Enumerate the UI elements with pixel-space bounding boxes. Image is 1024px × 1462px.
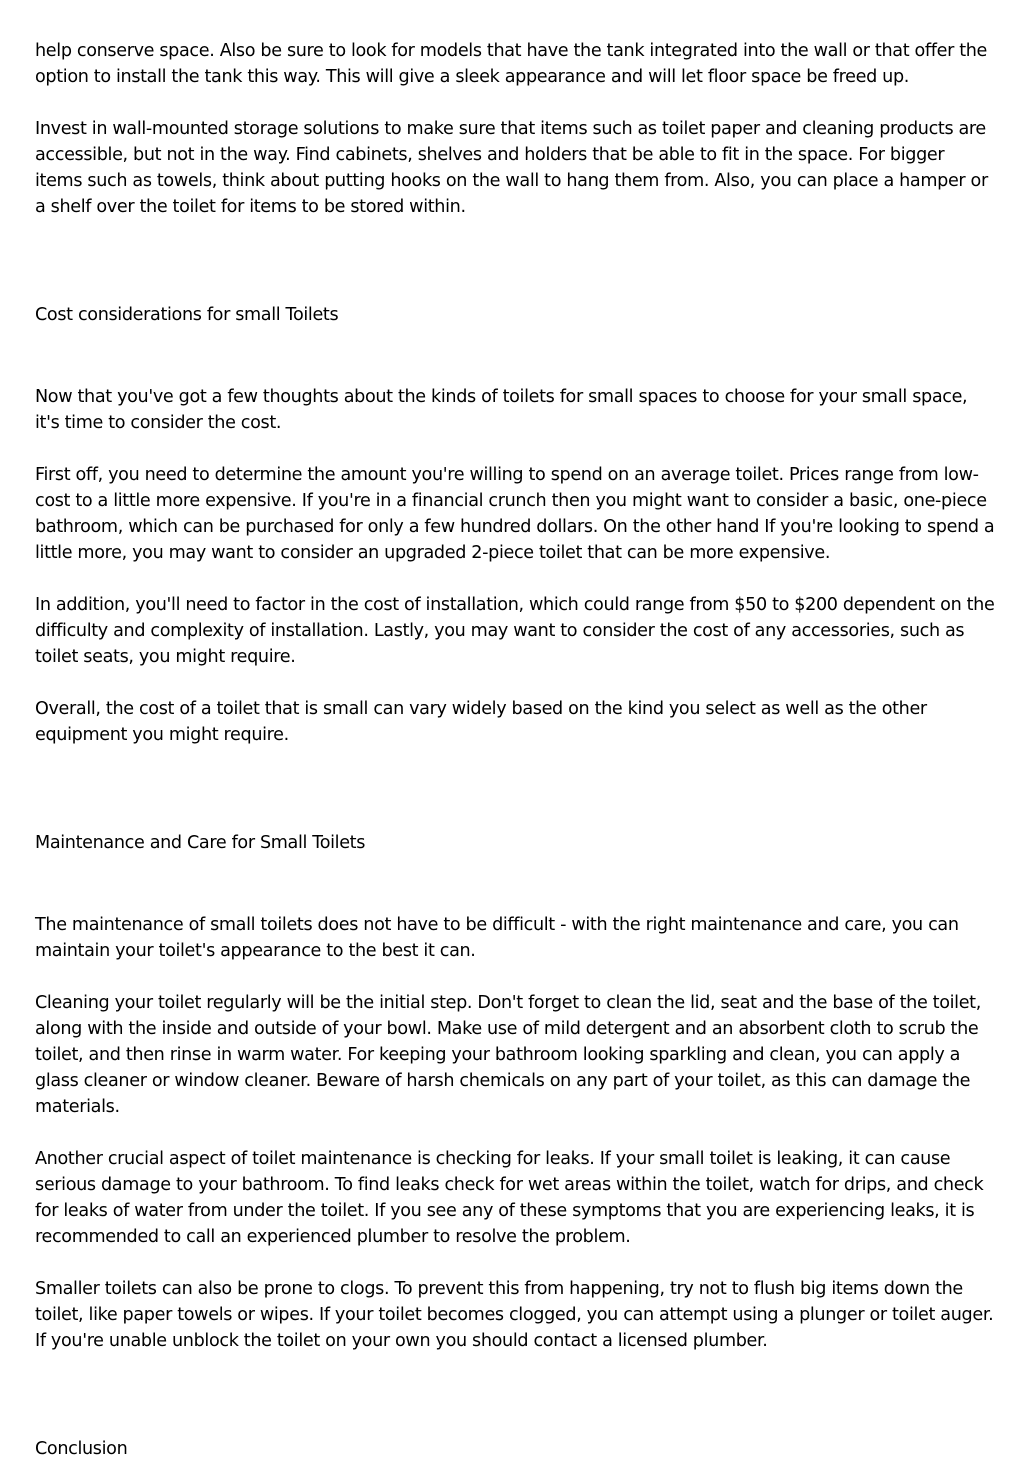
paragraph: Invest in wall-mounted storage solutions to make sure that items such as toilet paper and cleaning products are accessible, but not in the way. Find cabinets, shelves and holders that be able to fit in the space. For bigger items such as towels, think about putting hooks on the wall to hang them from. Also, you can place a hamper or a shelf over the toilet for items to be stored within. [35,119,988,217]
paragraph: help conserve space. Also be sure to look for models that have the tank integrated into the wall or that offer the option to install the tank this way. This will give a sleek appearance and will let floor space be freed up. [35,41,988,87]
document-body [35,38,995,1462]
section-spacer [35,1380,995,1436]
section-heading-conclusion: Conclusion [35,1439,128,1459]
paragraph: The maintenance of small toilets does not have to be difficult - with the right maintenance and care, you can maintain your toilet's appearance to the best it can. [35,915,959,961]
section-spacer [35,246,995,302]
paragraph: First off, you need to determine the amount you're willing to spend on an average toilet. Prices range from low-cost to a little more expensive. If you're in a financial crunch then you might want to consider a basic, one-piece bathroom, which can be purchased for only a few hundred dollars. On the other hand If you're looking to spend a little more, you may want to consider an upgraded 2-piece toilet that can be more expensive. [35,465,995,563]
section-heading-cost: Cost considerations for small Toilets [35,305,339,325]
paragraph: Overall, the cost of a toilet that is small can vary widely based on the kind you select as well as the other equipment you might require. [35,699,927,745]
section-spacer [35,328,995,384]
paragraph: Cleaning your toilet regularly will be the initial step. Don't forget to clean the lid, seat and the base of the toilet, along with the inside and outside of your bowl. Make use of mild detergent and an absorbent cloth to scrub the toilet, and then rinse in warm water. For keeping your bathroom looking sparkling and clean, you can apply a glass cleaner or window cleaner. Beware of harsh chemicals on any part of your toilet, as this can damage the materials. [35,993,981,1117]
paragraph: In addition, you'll need to factor in the cost of installation, which could range from $50 to $200 dependent on the difficulty and complexity of installation. Lastly, you may want to consider the cost of any accessories, such as toilet seats, you might require. [35,595,995,667]
paragraph: Another crucial aspect of toilet maintenance is checking for leaks. If your small toilet is leaking, it can cause serious damage to your bathroom. To find leaks check for wet areas within the toilet, watch for drips, and check for leaks of water from under the toilet. If you see any of these symptoms that you are experiencing leaks, it is recommended to call an experienced plumber to resolve the problem. [35,1149,984,1247]
paragraph: Now that you've got a few thoughts about the kinds of toilets for small spaces to choose for your small space, it's time to consider the cost. [35,387,968,433]
section-heading-maintenance: Maintenance and Care for Small Toilets [35,833,366,853]
paragraph: Smaller toilets can also be prone to clogs. To prevent this from happening, try not to flush big items down the toilet, like paper towels or wipes. If your toilet becomes clogged, you can attempt using a plunger or toilet auger. If you're unable unblock the toilet on your own you should contact a licensed plumber. [35,1279,994,1351]
section-spacer [35,774,995,830]
section-spacer [35,856,995,912]
